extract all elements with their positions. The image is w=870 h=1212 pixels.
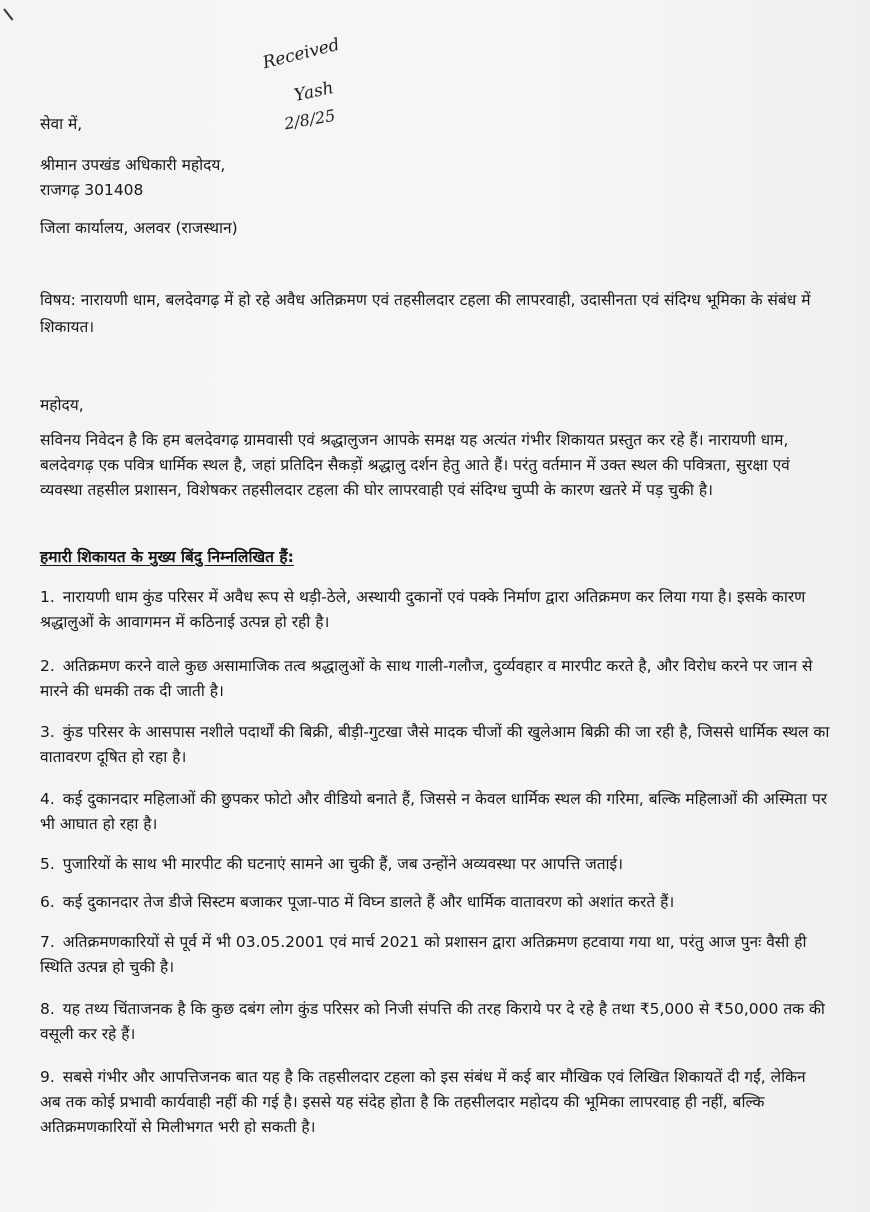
list-item xyxy=(40,997,830,1047)
annotation-date: 2/8/25 xyxy=(282,105,337,134)
item-text: कुंड परिसर के आसपास नशीले पदार्थों की बिक्री, बीड़ी-गुटखा जैसे मादक चीजों की खुलेआम बिक्री की जा रही है, जिससे धार्मिक स्थल का वातावरण दूषित हो रहा है। xyxy=(40,723,830,766)
list-item xyxy=(40,720,830,770)
item-number: 7. xyxy=(40,933,55,951)
list-item xyxy=(40,852,830,877)
subject-line: विषय: नारायणी धाम, बलदेवगढ़ में हो रहे अवैध अतिक्रमण एवं तहसीलदार टहला की लापरवाही, उदासीनता एवं संदिग्ध भूमिका के संबंध में शिकायत। xyxy=(40,291,811,336)
list-item xyxy=(40,787,830,837)
list-item xyxy=(40,890,830,915)
annotation-received: Received xyxy=(260,34,342,74)
item-text: कई दुकानदार तेज डीजे सिस्टम बजाकर पूजा-पाठ में विघ्न डालते हैं और धार्मिक वातावरण को अशांत करते हैं। xyxy=(62,893,675,911)
item-text: पुजारियों के साथ भी मारपीट की घटनाएं सामने आ चुकी हैं, जब उन्होंने अव्यवस्था पर आपत्ति जताई। xyxy=(62,855,624,873)
item-text: नारायणी धाम कुंड परिसर में अवैध रूप से थड़ी-ठेले, अस्थायी दुकानों एवं पक्के निर्माण द्वारा अतिक्रमण कर लिया गया है। इसके कारण श्रद्धालुओं के आवागमन में कठिनाई उत्पन्न हो रही है। xyxy=(40,588,806,631)
list-item xyxy=(40,1065,830,1140)
item-text: सबसे गंभीर और आपत्तिजनक बात यह है कि तहसीलदार टहला को इस संबंध में कई बार मौखिक एवं लिखित शिकायतें दी गईं, लेकिन अब तक कोई प्रभावी कार्यवाही नहीं की गई है। इससे यह संदेह होता है कि तहसीलदार महोदय की भूमिका लापरवाह ही नहीं, बल्कि अतिक्रमणकारियों से मिलीभगत भरी हो सकती है। xyxy=(40,1068,806,1136)
item-text: अतिक्रमणकारियों से पूर्व में भी 03.05.2001 एवं मार्च 2021 को प्रशासन द्वारा अतिक्रमण हटवाया गया था, परंतु आज पुनः वैसी ही स्थिति उत्पन्न हो चुकी है। xyxy=(40,933,807,976)
item-number: 1. xyxy=(40,588,55,606)
address: राजगढ़ 301408 xyxy=(40,181,144,199)
item-number: 2. xyxy=(40,657,55,675)
item-number: 5. xyxy=(40,855,55,873)
greeting: महोदय, xyxy=(40,396,84,414)
received-annotation xyxy=(262,30,382,140)
item-number: 3. xyxy=(40,723,55,741)
item-text: कई दुकानदार महिलाओं की छुपकर फोटो और वीडियो बनाते हैं, जिससे न केवल धार्मिक स्थल की गरिमा, बल्कि महिलाओं की अस्मिता पर भी आघात हो रहा है। xyxy=(40,790,828,833)
points-heading: हमारी शिकायत के मुख्य बिंदु निम्नलिखित हैं: xyxy=(40,548,294,566)
item-number: 9. xyxy=(40,1068,55,1086)
annotation-signature: Yash xyxy=(292,78,336,106)
list-item xyxy=(40,654,830,704)
margin-mark xyxy=(3,8,13,20)
item-text: यह तथ्य चिंताजनक है कि कुछ दबंग लोग कुंड परिसर को निजी संपत्ति की तरह किराये पर दे रहे है तथा ₹5,000 से ₹50,000 तक की वसूली कर रहे हैं। xyxy=(40,1000,825,1043)
item-number: 4. xyxy=(40,790,55,808)
intro-paragraph: सविनय निवेदन है कि हम बलदेवगढ़ ग्रामवासी एवं श्रद्धालुजन आपके समक्ष यह अत्यंत गंभीर शिकायत प्रस्तुत कर रहे हैं। नारायणी धाम, बलदेवगढ़ एक पवित्र धार्मिक स्थल है, जहां प्रतिदिन सैकड़ों श्रद्धालु दर्शन हेतु आते हैं। परंतु वर्तमान में उक्त स्थल की पवित्रता, सुरक्षा एवं व्यवस्था तहसील प्रशासन, विशेषकर तहसीलदार टहला की घोर लापरवाही एवं संदिग्ध चुप्पी के कारण खतरे में पड़ चुकी है। xyxy=(40,431,790,499)
recipient: श्रीमान उपखंड अधिकारी महोदय, xyxy=(40,156,226,174)
item-text: अतिक्रमण करने वाले कुछ असामाजिक तत्व श्रद्धालुओं के साथ गाली-गलौज, दुर्व्यवहार व मारपीट करते है, और विरोध करने पर जान से मारने की धमकी तक दी जाती है। xyxy=(40,657,813,700)
item-number: 8. xyxy=(40,1000,55,1018)
list-item xyxy=(40,585,830,635)
item-number: 6. xyxy=(40,893,55,911)
office: जिला कार्यालय, अलवर (राजस्थान) xyxy=(40,219,238,237)
salutation-to: सेवा में, xyxy=(40,115,83,133)
list-item xyxy=(40,930,830,980)
